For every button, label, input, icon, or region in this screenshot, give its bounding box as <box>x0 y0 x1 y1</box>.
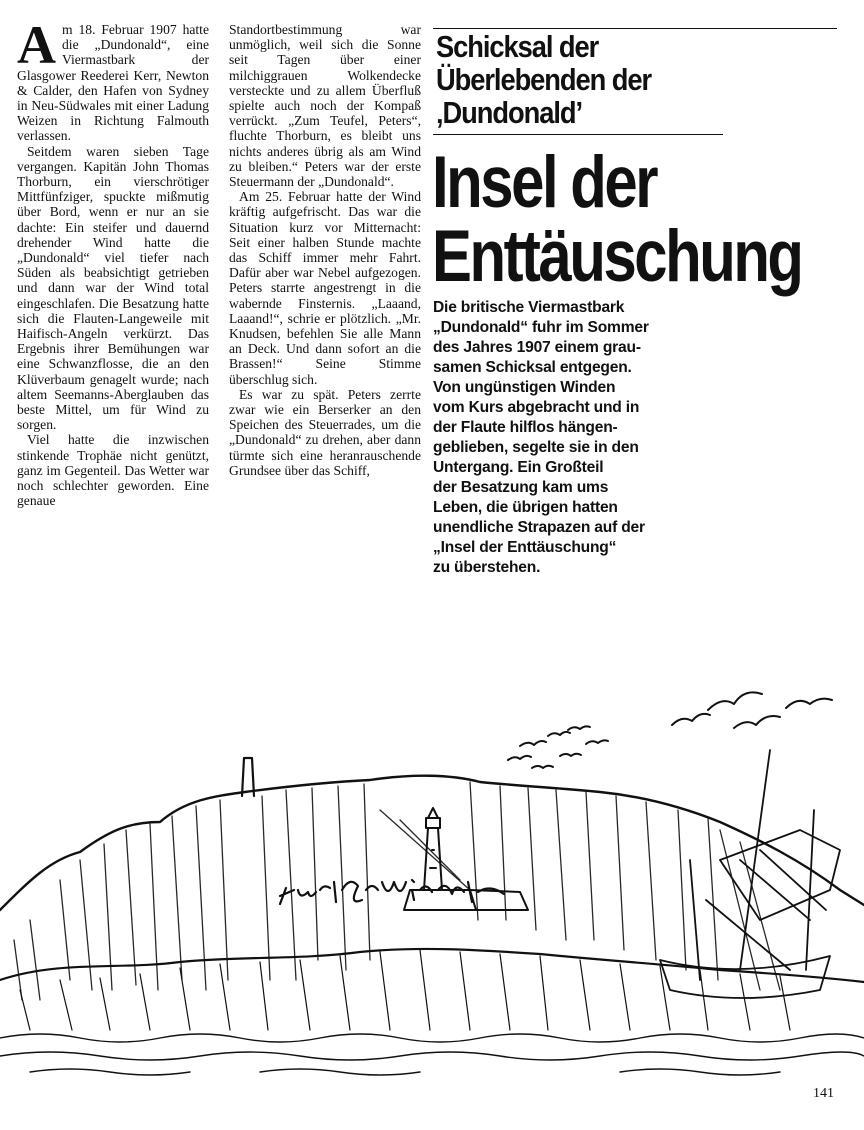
article-paragraph: Es war zu spät. Peters zerrte zwar wie ein Berserker an den Speichen des Steuerrades, um die „Dundonald“ zu drehen, aber dann türmte sich eine heranrauschende Grundsee über das Schiff, <box>229 386 421 478</box>
article-paragraph: Viel hatte die inzwischen stinkende Trophäe nicht genützt, ganz im Gegenteil. Das Wetter war noch schlechter geworden. Eine genaue <box>17 432 209 509</box>
article-paragraph: Am 18. Februar 1907 hatte die „Dundonald“, eine Viermastbark der Glasgower Reederei Kerr, Newton & Calder, den Hafen von Sydney in Neu-Südwales mit einer Ladung Weizen in Richtung Falmouth verlassen. <box>17 15 209 144</box>
article-column-2 <box>229 22 421 478</box>
ship-icon <box>660 750 840 998</box>
wave-lines <box>0 1034 864 1075</box>
page-number: 141 <box>813 1086 834 1101</box>
foreground-rocks <box>0 949 864 982</box>
header-rule-bottom <box>433 134 723 135</box>
article-paragraph: Standortbestimmung war unmöglich, weil sich die Sonne seit Tagen über einer milchiggrauen Wolkendecke versteckte und zu allem Überfluß spielte auch noch der Kompaß verrückt. „Zum Teufel, Peters“, fluchte Thorburn, es bleibt uns nichts anderes übrig als am Wind zu bleiben.“ Peters war der erste Steuermann der „Dundonald“. <box>229 22 421 190</box>
drop-cap: A <box>17 15 56 75</box>
article-paragraph: Am 25. Februar hatte der Wind kräftig aufgefrischt. Das war die Situation kurz vor Mitternacht: Seit einer halben Stunde machte das Schiff immer mehr Fahrt. Dafür aber war Nebel aufgezogen. Peters starrte angestrengt in die wabernde Finsternis. „Laaand, Laaand!“, schrie er plötzlich. „Mr. Knudsen, befehlen Sie alle Mann an Deck. Und dann sofort an die Brassen!“ Seine Stimme überschlug sich. <box>229 189 421 387</box>
lighthouse-icon <box>404 808 528 910</box>
cliff-hatching <box>14 782 780 1000</box>
article-column-1 <box>17 15 209 509</box>
lead-paragraph: Die britische Viermastbark „Dundonald“ fuhr im Sommer des Jahres 1907 einem grau- samen Schicksal entgegen. Von ungünstigen Winden vom Kurs abgebracht und in der Flaute hilflos hängen- geblieben, segelte sie in den Untergang. Ein Großteil der Besatzung kam ums Leben, die übrigen hatten unendliche Strapazen auf der „Insel der Enttäuschung“ zu überstehen. <box>433 299 649 576</box>
article-paragraph: Seitdem waren sieben Tage vergangen. Kapitän John Thomas Thorburn, ein vierschrötiger Mittfünfziger, spuckte mißmutig über Bord, wenn er nur an sie dachte: Ein steifer und dauernd drehender Wind hatte die „Dundonald“ viel tiefer nach Süden als beabsichtigt getrieben und dann war der Wind total eingeschlafen. Die Besatzung hatte sich die Flauten-Langeweile mit Haifisch-Angeln verkürzt. Das Ergebnis ihrer Bemühungen war eine Schwanzflosse, die an den Klüverbaum genagelt wurde; nach altem Seemanns-Aberglauben das beste Mittel, um für Wind zu sorgen. <box>17 143 209 433</box>
headline: Insel der Enttäuschung <box>432 142 802 297</box>
rock-hatching <box>20 950 790 1030</box>
artist-signature <box>280 880 504 904</box>
gull-icons <box>508 692 832 768</box>
cliff-island-illustration <box>0 560 864 1090</box>
kicker-title: Schicksal der Überlebenden der ‚Dundonald’ <box>436 29 652 130</box>
